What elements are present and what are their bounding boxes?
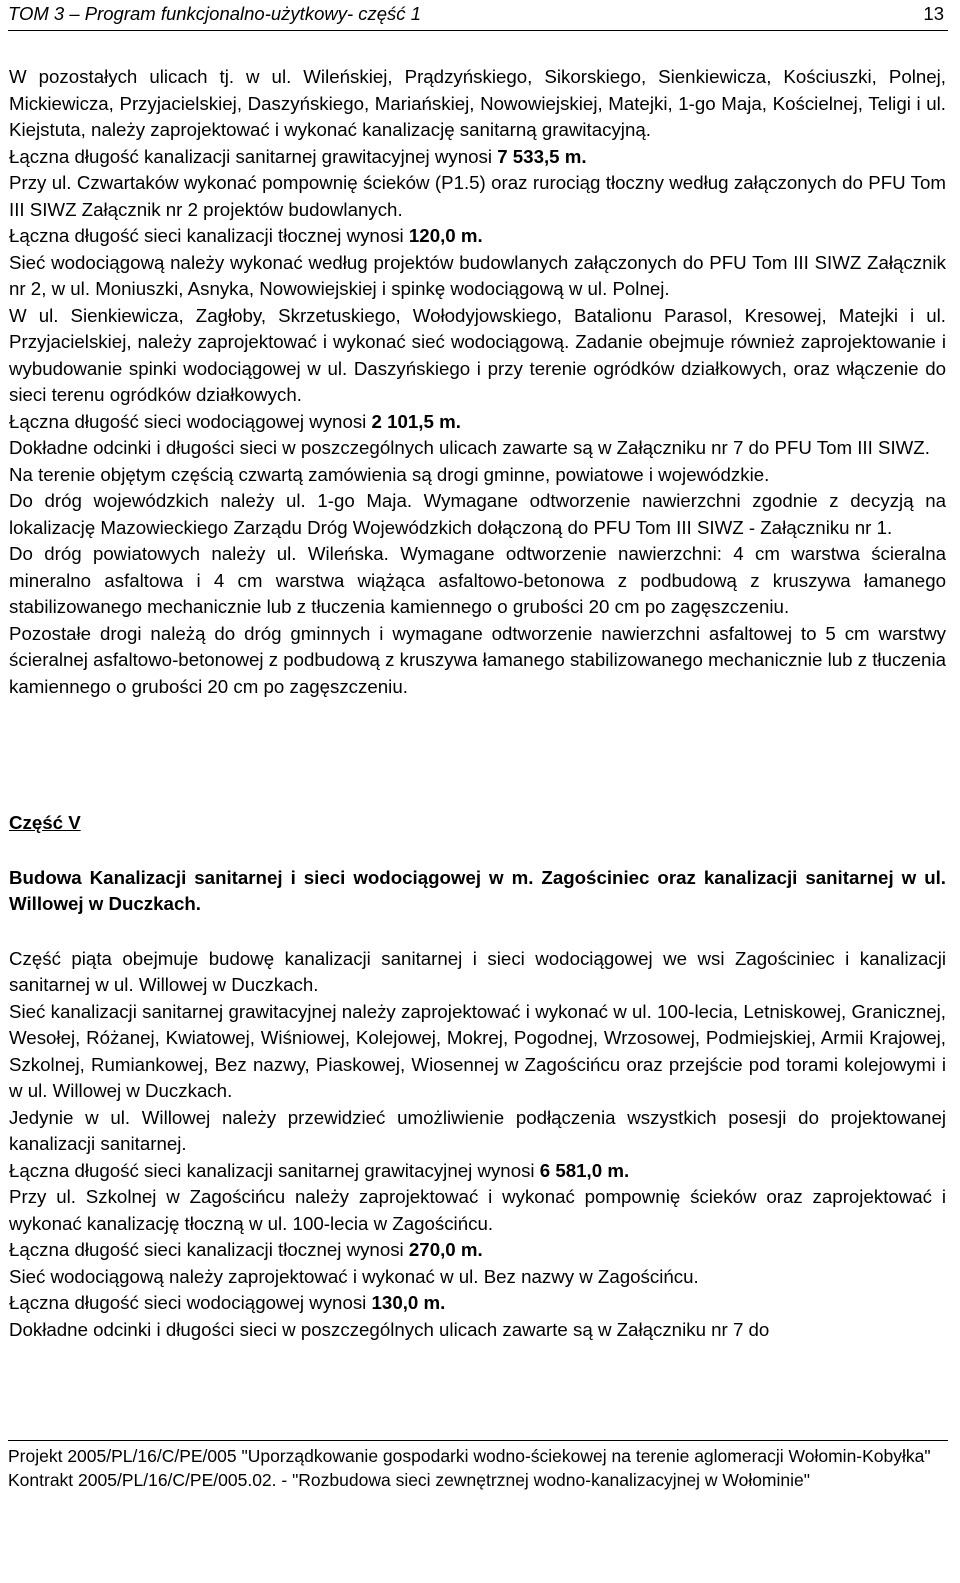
paragraph: Jedynie w ul. Willowej należy przewidzieć umożliwienie podłączenia wszystkich posesji do projektowanej kanalizacji sanitarnej. [9,1106,946,1154]
paragraph: Łączna długość sieci wodociągowej wynosi 2 101,5 m. [9,410,461,432]
paragraph: W pozostałych ulicach tj. w ul. Wileńskiej, Prądzyńskiego, Sikorskiego, Sienkiewicza, Kościuszki, Polnej, Mickiewicza, Przyjacielskiej, Daszyńskiego, Mariańskiej, Nowowiejskiej, Matejki, 1-go Maja, Kościelnej, Teligi i ul. Kiejstuta, należy zaprojektować i wykonać kanalizację sanitarną grawitacyjną. [9,66,946,140]
paragraph: Dokładne odcinki i długości sieci w poszczególnych ulicach zawarte są w Załączniku nr 7 do [9,1318,770,1340]
paragraph: Sieć wodociągową należy zaprojektować i wykonać w ul. Bez nazwy w Zagościńcu. [9,1265,699,1287]
paragraph: Sieć kanalizacji sanitarnej grawitacyjnej należy zaprojektować i wykonać w ul. 100-lecia, Letniskowej, Granicznej, Wesołej, Różanej, Kwiatowej, Wiśniowej, Kolejowej, Mokrej, Pogodnej, Wrzosowej, Podmiejskiej, Armii Krajowej, Szkolnej, Rumiankowej, Bez nazwy, Piaskowej, Wiosennej w Zagościńcu oraz przejście pod torami kolejowymi i w ul. Willowej w Duczkach. [9,1000,946,1101]
page-footer [8,1440,948,1492]
paragraph: W ul. Sienkiewicza, Zagłoby, Skrzetuskiego, Wołodyjowskiego, Batalionu Parasol, Kresowej, Matejki i ul. Przyjacielskiej, należy zaprojektować i wykonać sieć wodociągową. Zadanie obejmuje również zaprojektowanie i wybudowanie spinki wodociągowej w ul. Daszyńskiego i przy terenie ogródków działkowych, oraz włączenie do sieci terenu ogródków działkowych. [9,304,946,405]
document-title: TOM 3 – Program funkcjonalno-użytkowy- część 1 [8,3,421,24]
length-value: 6 581,0 m. [539,1159,630,1181]
footer-project: Projekt 2005/PL/16/C/PE/005 "Uporządkowanie gospodarki wodno-ściekowej na terenie aglomeracji Wołomin-Kobyłka" [8,1446,931,1466]
length-value: 2 101,5 m. [371,410,461,432]
length-value: 270,0 m. [408,1239,483,1260]
paragraph: Dokładne odcinki i długości sieci w poszczególnych ulicach zawarte są w Załączniku nr 7 do PFU Tom III SIWZ. [9,437,930,458]
document-body [9,64,946,1343]
page-number: 13 [923,3,944,24]
length-value: 120,0 m. [408,225,483,246]
paragraph: Przy ul. Czwartaków wykonać pompownię ścieków (P1.5) oraz rurociąg tłoczny według załączonych do PFU Tom III SIWZ Załącznik nr 2 projektów budowlanych. [9,172,946,220]
paragraph: Łączna długość sieci kanalizacji tłocznej wynosi 120,0 m. [9,225,483,246]
length-value: 130,0 m. [371,1292,446,1313]
paragraph: Łączna długość sieci kanalizacji sanitarnej grawitacyjnej wynosi 6 581,0 m. [9,1159,630,1181]
section-title: Budowa Kanalizacji sanitarnej i sieci wodociągowej w m. Zagościniec oraz kanalizacji sanitarnej w ul. Willowej w Duczkach. [9,866,946,914]
paragraph: Do dróg powiatowych należy ul. Wileńska. Wymagane odtworzenie nawierzchni: 4 cm warstwa ścieralna mineralno asfaltowa i 4 cm warstwa wiążąca asfaltowo-betonowa z podbudową z kruszywa łamanego stabilizowanego mechanicznie lub z tłuczenia kamiennego o grubości 20 cm po zagęszczeniu. [9,543,946,617]
paragraph: Sieć wodociągową należy wykonać według projektów budowlanych załączonych do PFU Tom III SIWZ Załącznik nr 2, w ul. Moniuszki, Asnyka, Nowowiejskiej i spinkę wodociągową w ul. Polnej. [9,251,946,299]
paragraph: Część piąta obejmuje budowę kanalizacji sanitarnej i sieci wodociągowej we wsi Zagościniec i kanalizacji sanitarnej w ul. Willowej w Duczkach. [9,947,946,995]
paragraph: Na terenie objętym częścią czwartą zamówienia są drogi gminne, powiatowe i wojewódzkie. [9,463,770,485]
paragraph: Pozostałe drogi należą do dróg gminnych i wymagane odtworzenie nawierzchni asfaltowej to 5 cm warstwy ścieralnej asfaltowo-betonowej z podbudową z kruszywa łamanego stabilizowanego mechanicznie lub z tłuczenia kamiennego o grubości 20 cm po zagęszczeniu. [9,622,946,697]
length-value: 7 533,5 m. [497,145,587,167]
paragraph: Łączna długość sieci kanalizacji tłocznej wynosi 270,0 m. [9,1239,483,1260]
header-rule [8,30,948,31]
paragraph: Łączna długość sieci wodociągowej wynosi 130,0 m. [9,1292,446,1313]
section-heading: Część V [9,812,81,833]
paragraph: Łączna długość kanalizacji sanitarnej grawitacyjnej wynosi 7 533,5 m. [9,145,587,167]
paragraph: Przy ul. Szkolnej w Zagościńcu należy zaprojektować i wykonać pompownię ścieków oraz zaprojektować i wykonać kanalizację tłoczną w ul. 100-lecia w Zagościńcu. [9,1186,946,1234]
footer-rule [8,1440,948,1441]
paragraph: Do dróg wojewódzkich należy ul. 1-go Maja. Wymagane odtworzenie nawierzchni zgodnie z decyzją na lokalizację Mazowieckiego Zarządu Dróg Wojewódzkich dołączoną do PFU Tom III SIWZ - Załączniku nr 1. [9,490,946,538]
footer-contract: Kontrakt 2005/PL/16/C/PE/005.02. - "Rozbudowa sieci zewnętrznej wodno-kanalizacyjnej w Wołominie" [8,1470,810,1490]
